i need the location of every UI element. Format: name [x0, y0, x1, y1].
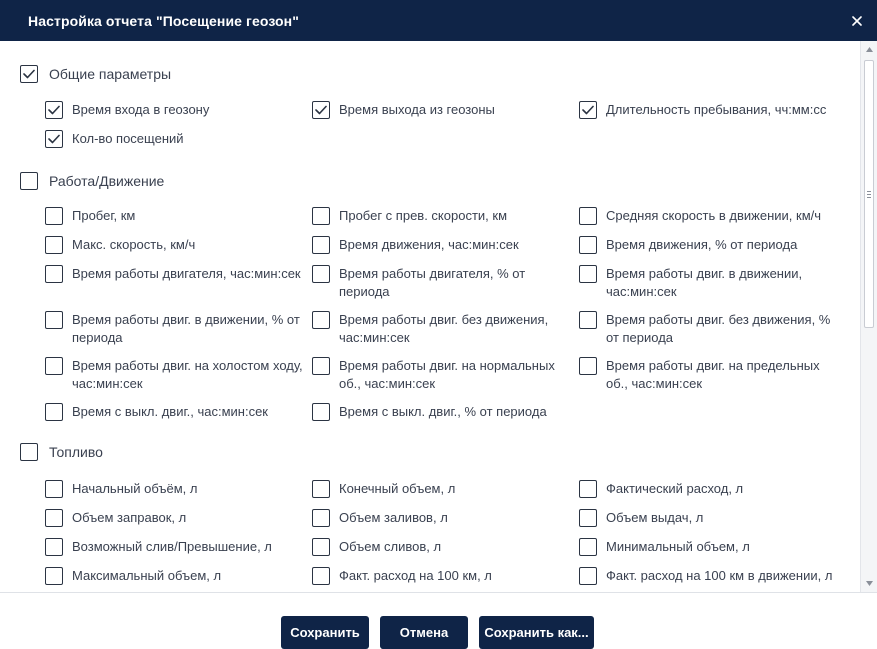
option-label: Пробег с прев. скорости, км — [339, 208, 508, 223]
option-checkbox[interactable] — [312, 236, 330, 254]
save-button[interactable]: Сохранить — [281, 616, 369, 649]
option-checkbox[interactable] — [45, 101, 63, 119]
option-label: Объем сливов, л — [339, 539, 442, 554]
option-item[interactable] — [579, 265, 837, 301]
option-item[interactable] — [312, 357, 574, 393]
scroll-up-button[interactable] — [861, 41, 877, 58]
option-checkbox[interactable] — [45, 130, 63, 148]
option-label: Объем выдач, л — [606, 510, 704, 525]
option-item[interactable] — [45, 207, 307, 225]
option-item[interactable] — [45, 236, 307, 254]
option-label: Время работы двигателя, час:мин:сек — [72, 266, 301, 281]
dialog-footer — [0, 592, 877, 649]
option-checkbox[interactable] — [312, 538, 330, 556]
option-label: Минимальный объем, л — [606, 539, 750, 554]
option-item[interactable] — [312, 236, 574, 254]
option-item[interactable] — [579, 567, 837, 585]
arrow-up-icon — [866, 47, 873, 52]
option-item[interactable] — [45, 265, 307, 283]
option-item[interactable] — [312, 101, 574, 119]
option-checkbox[interactable] — [579, 509, 597, 527]
group-checkbox[interactable] — [20, 172, 38, 190]
option-item[interactable] — [312, 403, 574, 421]
option-item[interactable] — [45, 357, 307, 393]
option-item[interactable] — [579, 236, 837, 254]
group-header[interactable] — [20, 443, 103, 461]
option-item[interactable] — [579, 101, 837, 119]
option-checkbox[interactable] — [312, 509, 330, 527]
cancel-button[interactable]: Отмена — [380, 616, 468, 649]
option-checkbox[interactable] — [312, 265, 330, 283]
option-label: Длительность пребывания, чч:мм:сс — [606, 102, 827, 117]
save-as-button[interactable]: Сохранить как... — [479, 616, 594, 649]
group-label: Работа/Движение — [49, 173, 165, 189]
option-checkbox[interactable] — [579, 311, 597, 329]
option-checkbox[interactable] — [579, 538, 597, 556]
group-checkbox[interactable] — [20, 65, 38, 83]
option-label: Средняя скорость в движении, км/ч — [606, 208, 822, 223]
option-label: Факт. расход на 100 км в движении, л — [606, 568, 833, 583]
option-checkbox[interactable] — [45, 509, 63, 527]
check-icon — [582, 105, 594, 115]
option-item[interactable] — [312, 480, 574, 498]
option-label: Время движения, час:мин:сек — [339, 237, 519, 252]
option-label: Факт. расход на 100 км, л — [339, 568, 492, 583]
option-checkbox[interactable] — [579, 357, 597, 375]
check-icon — [23, 69, 35, 79]
option-item[interactable] — [45, 403, 307, 421]
option-item[interactable] — [45, 567, 307, 585]
option-item[interactable] — [579, 509, 837, 527]
option-checkbox[interactable] — [45, 236, 63, 254]
option-item[interactable] — [579, 538, 837, 556]
option-checkbox[interactable] — [312, 357, 330, 375]
group-header[interactable] — [20, 172, 164, 190]
option-item[interactable] — [45, 130, 307, 148]
option-checkbox[interactable] — [312, 403, 330, 421]
option-checkbox[interactable] — [45, 480, 63, 498]
option-item[interactable] — [312, 509, 574, 527]
option-label: Объем заливов, л — [339, 510, 448, 525]
option-checkbox[interactable] — [312, 311, 330, 329]
option-item[interactable] — [312, 265, 574, 301]
option-checkbox[interactable] — [45, 403, 63, 421]
group-label: Топливо — [49, 444, 103, 460]
option-checkbox[interactable] — [579, 236, 597, 254]
option-item[interactable] — [312, 567, 574, 585]
check-icon — [315, 105, 327, 115]
option-checkbox[interactable] — [45, 357, 63, 375]
arrow-down-icon — [866, 581, 873, 586]
grip-icon — [867, 191, 871, 198]
option-label: Макс. скорость, км/ч — [72, 237, 196, 252]
option-label: Время работы двиг. в движении, час:мин:сек — [606, 266, 803, 299]
option-label: Время с выкл. двиг., % от периода — [339, 404, 547, 419]
option-label: Время работы двиг. на холостом ходу, час:мин:сек — [72, 358, 303, 391]
option-label: Фактический расход, л — [606, 481, 744, 496]
option-label: Объем заправок, л — [72, 510, 187, 525]
option-checkbox[interactable] — [579, 480, 597, 498]
option-checkbox[interactable] — [579, 265, 597, 283]
close-button[interactable] — [849, 13, 865, 29]
option-label: Начальный объём, л — [72, 481, 198, 496]
option-label: Время с выкл. двиг., час:мин:сек — [72, 404, 268, 419]
option-checkbox[interactable] — [45, 567, 63, 585]
option-item[interactable] — [45, 538, 307, 556]
option-checkbox[interactable] — [45, 311, 63, 329]
option-label: Время входа в геозону — [72, 102, 210, 117]
option-item[interactable] — [579, 480, 837, 498]
close-icon — [852, 16, 862, 26]
option-label: Время работы двиг. на предельных об., час:мин:сек — [606, 358, 820, 391]
option-label: Максимальный объем, л — [72, 568, 222, 583]
dialog-content — [0, 41, 877, 592]
option-item[interactable] — [579, 207, 837, 225]
option-item[interactable] — [45, 311, 307, 347]
option-item[interactable] — [312, 311, 574, 347]
option-label: Время движения, % от периода — [606, 237, 798, 252]
check-icon — [48, 105, 60, 115]
option-item[interactable] — [312, 538, 574, 556]
option-checkbox[interactable] — [312, 207, 330, 225]
option-label: Время работы двиг. на нормальных об., час:мин:сек — [339, 358, 555, 391]
option-checkbox[interactable] — [312, 567, 330, 585]
group-header[interactable] — [20, 65, 171, 83]
option-label: Время работы двиг. без движения, час:мин:сек — [339, 312, 549, 345]
option-checkbox[interactable] — [45, 265, 63, 283]
option-checkbox[interactable] — [579, 567, 597, 585]
vertical-scrollbar[interactable] — [860, 41, 877, 592]
option-item[interactable] — [45, 509, 307, 527]
option-label: Кол-во посещений — [72, 131, 184, 146]
dialog-title: Настройка отчета "Посещение геозон" — [28, 12, 299, 29]
option-checkbox[interactable] — [579, 101, 597, 119]
check-icon — [48, 134, 60, 144]
option-checkbox[interactable] — [312, 101, 330, 119]
option-item[interactable] — [45, 101, 307, 119]
scroll-down-button[interactable] — [861, 575, 877, 592]
option-checkbox[interactable] — [45, 207, 63, 225]
scrollbar-thumb[interactable] — [864, 60, 874, 328]
group-label: Общие параметры — [49, 66, 172, 82]
option-label: Время работы двигателя, % от периода — [339, 266, 526, 299]
option-item[interactable] — [579, 357, 837, 393]
option-checkbox[interactable] — [45, 538, 63, 556]
group-checkbox[interactable] — [20, 443, 38, 461]
option-item[interactable] — [579, 311, 837, 347]
dialog-header — [0, 0, 877, 41]
option-label: Время выхода из геозоны — [339, 102, 495, 117]
option-label: Возможный слив/Превышение, л — [72, 539, 272, 554]
settings-list — [0, 41, 860, 592]
option-label: Время работы двиг. без движения, % от периода — [606, 312, 831, 345]
option-checkbox[interactable] — [312, 480, 330, 498]
option-label: Время работы двиг. в движении, % от периода — [72, 312, 300, 345]
option-label: Конечный объем, л — [339, 481, 456, 496]
option-item[interactable] — [45, 480, 307, 498]
option-checkbox[interactable] — [579, 207, 597, 225]
option-label: Пробег, км — [72, 208, 136, 223]
option-item[interactable] — [312, 207, 574, 225]
